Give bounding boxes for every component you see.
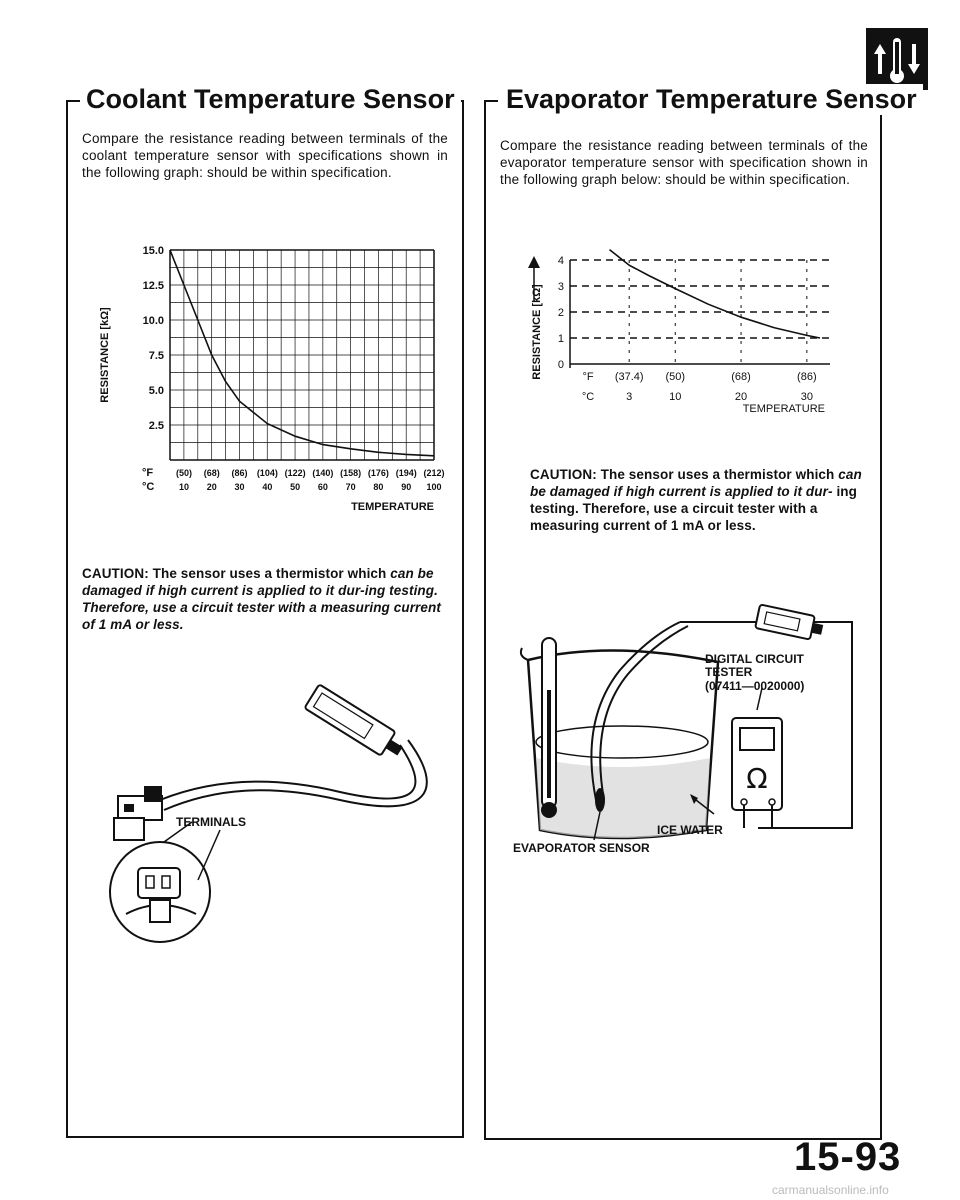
y-axis-arrow-head bbox=[528, 256, 540, 268]
evaporator-intro-text: Compare the resistance reading between terminals of the evaporator temperature sensor with specification shown in the following graph below: should be within specification. bbox=[500, 138, 868, 187]
evaporator-test-illustration bbox=[500, 600, 870, 850]
left-frame-right bbox=[462, 100, 464, 1138]
evaporator-sensor-label: EVAPORATOR SENSOR bbox=[513, 841, 650, 855]
f-unit-label: °F bbox=[582, 371, 594, 383]
x-tick-f-label: (158) bbox=[340, 468, 362, 478]
x-tick-f-label: (68) bbox=[731, 371, 751, 383]
x-tick-c-label: 50 bbox=[290, 482, 301, 492]
y-tick-label: 0 bbox=[557, 359, 564, 371]
left-frame-top-left bbox=[66, 100, 80, 102]
tester-label-line1: DIGITAL CIRCUIT bbox=[705, 652, 804, 666]
coolant-caution-label: CAUTION: bbox=[82, 566, 149, 581]
x-tick-f-label: (50) bbox=[175, 468, 193, 478]
evaporator-caution-label: CAUTION: bbox=[530, 467, 597, 482]
f-unit-label: °F bbox=[142, 467, 154, 479]
right-frame-top-left bbox=[484, 100, 498, 102]
left-frame-bottom bbox=[66, 1136, 464, 1138]
y-tick-label: 15.0 bbox=[142, 245, 164, 257]
temperature-gauge-icon bbox=[866, 28, 928, 90]
x-tick-c-label: 60 bbox=[317, 482, 328, 492]
evaporator-caution-text bbox=[530, 466, 870, 534]
right-frame-left bbox=[484, 100, 486, 1140]
x-tick-f-label: (68) bbox=[203, 468, 220, 478]
x-tick-c-label: 20 bbox=[206, 482, 217, 492]
x-tick-f-label: (176) bbox=[367, 468, 389, 478]
x-tick-c-label: 20 bbox=[734, 391, 748, 403]
coolant-caution-part2: can be damaged if high current is applied to it dur-ing testing. Therefore, use a circuit tester with a measuring current of 1 mA or less. bbox=[82, 566, 441, 632]
x-axis-title: TEMPERATURE bbox=[742, 403, 825, 415]
coolant-intro-text: Compare the resistance reading between terminals of the coolant temperature sensor with specifications shown in the following graph: should be within specification. bbox=[82, 131, 448, 180]
x-tick-f-label: (50) bbox=[665, 371, 686, 383]
ohm-symbol: Ω bbox=[746, 762, 768, 795]
y-tick-label: 1 bbox=[557, 333, 564, 345]
y-axis-title: RESISTANCE [kΩ] bbox=[99, 307, 111, 403]
y-tick-label: 4 bbox=[557, 255, 564, 267]
y-axis-title: RESISTANCE [kΩ] bbox=[531, 284, 543, 380]
y-tick-label: 12.5 bbox=[142, 280, 164, 292]
x-tick-c-label: 10 bbox=[669, 391, 682, 403]
x-tick-f-label: (104) bbox=[256, 468, 278, 478]
resistance-curve bbox=[610, 250, 821, 338]
evaporator-section-title: Evaporator Temperature Sensor bbox=[500, 84, 923, 115]
x-tick-c-label: 90 bbox=[401, 482, 412, 492]
c-unit-label: °C bbox=[142, 481, 155, 493]
left-frame-left bbox=[66, 100, 68, 1138]
c-unit-label: °C bbox=[581, 391, 595, 403]
y-tick-label: 2 bbox=[557, 307, 564, 319]
x-tick-c-label: 30 bbox=[234, 482, 245, 492]
x-tick-c-label: 70 bbox=[345, 482, 356, 492]
coolant-caution-part1: The sensor uses a thermistor which bbox=[152, 566, 387, 581]
evaporator-caution-part1: The sensor uses a thermistor which bbox=[600, 467, 835, 482]
coolant-sensor-illustration bbox=[100, 660, 440, 960]
coolant-caution-text bbox=[82, 565, 448, 633]
watermark: carmanualsonline.info bbox=[772, 1183, 889, 1197]
tester-label-line2: TESTER bbox=[705, 665, 753, 679]
coolant-section-title: Coolant Temperature Sensor bbox=[80, 84, 461, 115]
x-tick-c-label: 40 bbox=[262, 482, 273, 492]
x-tick-f-label: (194) bbox=[395, 468, 417, 478]
x-tick-c-label: 80 bbox=[373, 482, 384, 492]
x-tick-f-label: (140) bbox=[312, 468, 334, 478]
y-tick-label: 2.5 bbox=[148, 420, 164, 432]
evaporator-resistance-chart bbox=[510, 240, 880, 450]
x-tick-c-label: 30 bbox=[800, 391, 813, 403]
y-tick-label: 10.0 bbox=[142, 315, 164, 327]
ice-water-label: ICE WATER bbox=[657, 823, 723, 837]
tester-label-part-number: (07411—0020000) bbox=[705, 679, 805, 693]
x-tick-f-label: (86) bbox=[797, 371, 817, 383]
x-tick-f-label: (86) bbox=[231, 468, 248, 478]
x-tick-c-label: 3 bbox=[626, 391, 633, 403]
x-tick-f-label: (122) bbox=[284, 468, 306, 478]
terminals-label: TERMINALS bbox=[176, 815, 246, 829]
y-tick-label: 3 bbox=[557, 281, 564, 293]
x-tick-c-label: 10 bbox=[178, 482, 190, 492]
x-tick-c-label: 100 bbox=[426, 482, 442, 492]
right-frame-right bbox=[880, 100, 882, 1140]
evaporator-caution-part2: can be damaged if high current is applied to it dur- bbox=[530, 467, 862, 499]
page-number: 15-93 bbox=[794, 1135, 902, 1179]
y-tick-label: 7.5 bbox=[148, 350, 164, 362]
y-tick-label: 5.0 bbox=[148, 385, 164, 397]
evaporator-caution-part3: ing testing. Therefore, use a circuit tester with a measuring current of 1 mA or less. bbox=[530, 484, 857, 533]
x-axis-title: TEMPERATURE bbox=[351, 501, 434, 513]
x-tick-f-label: (212) bbox=[423, 468, 445, 478]
x-tick-f-label: (37.4) bbox=[614, 371, 644, 383]
coolant-resistance-chart bbox=[90, 240, 460, 513]
